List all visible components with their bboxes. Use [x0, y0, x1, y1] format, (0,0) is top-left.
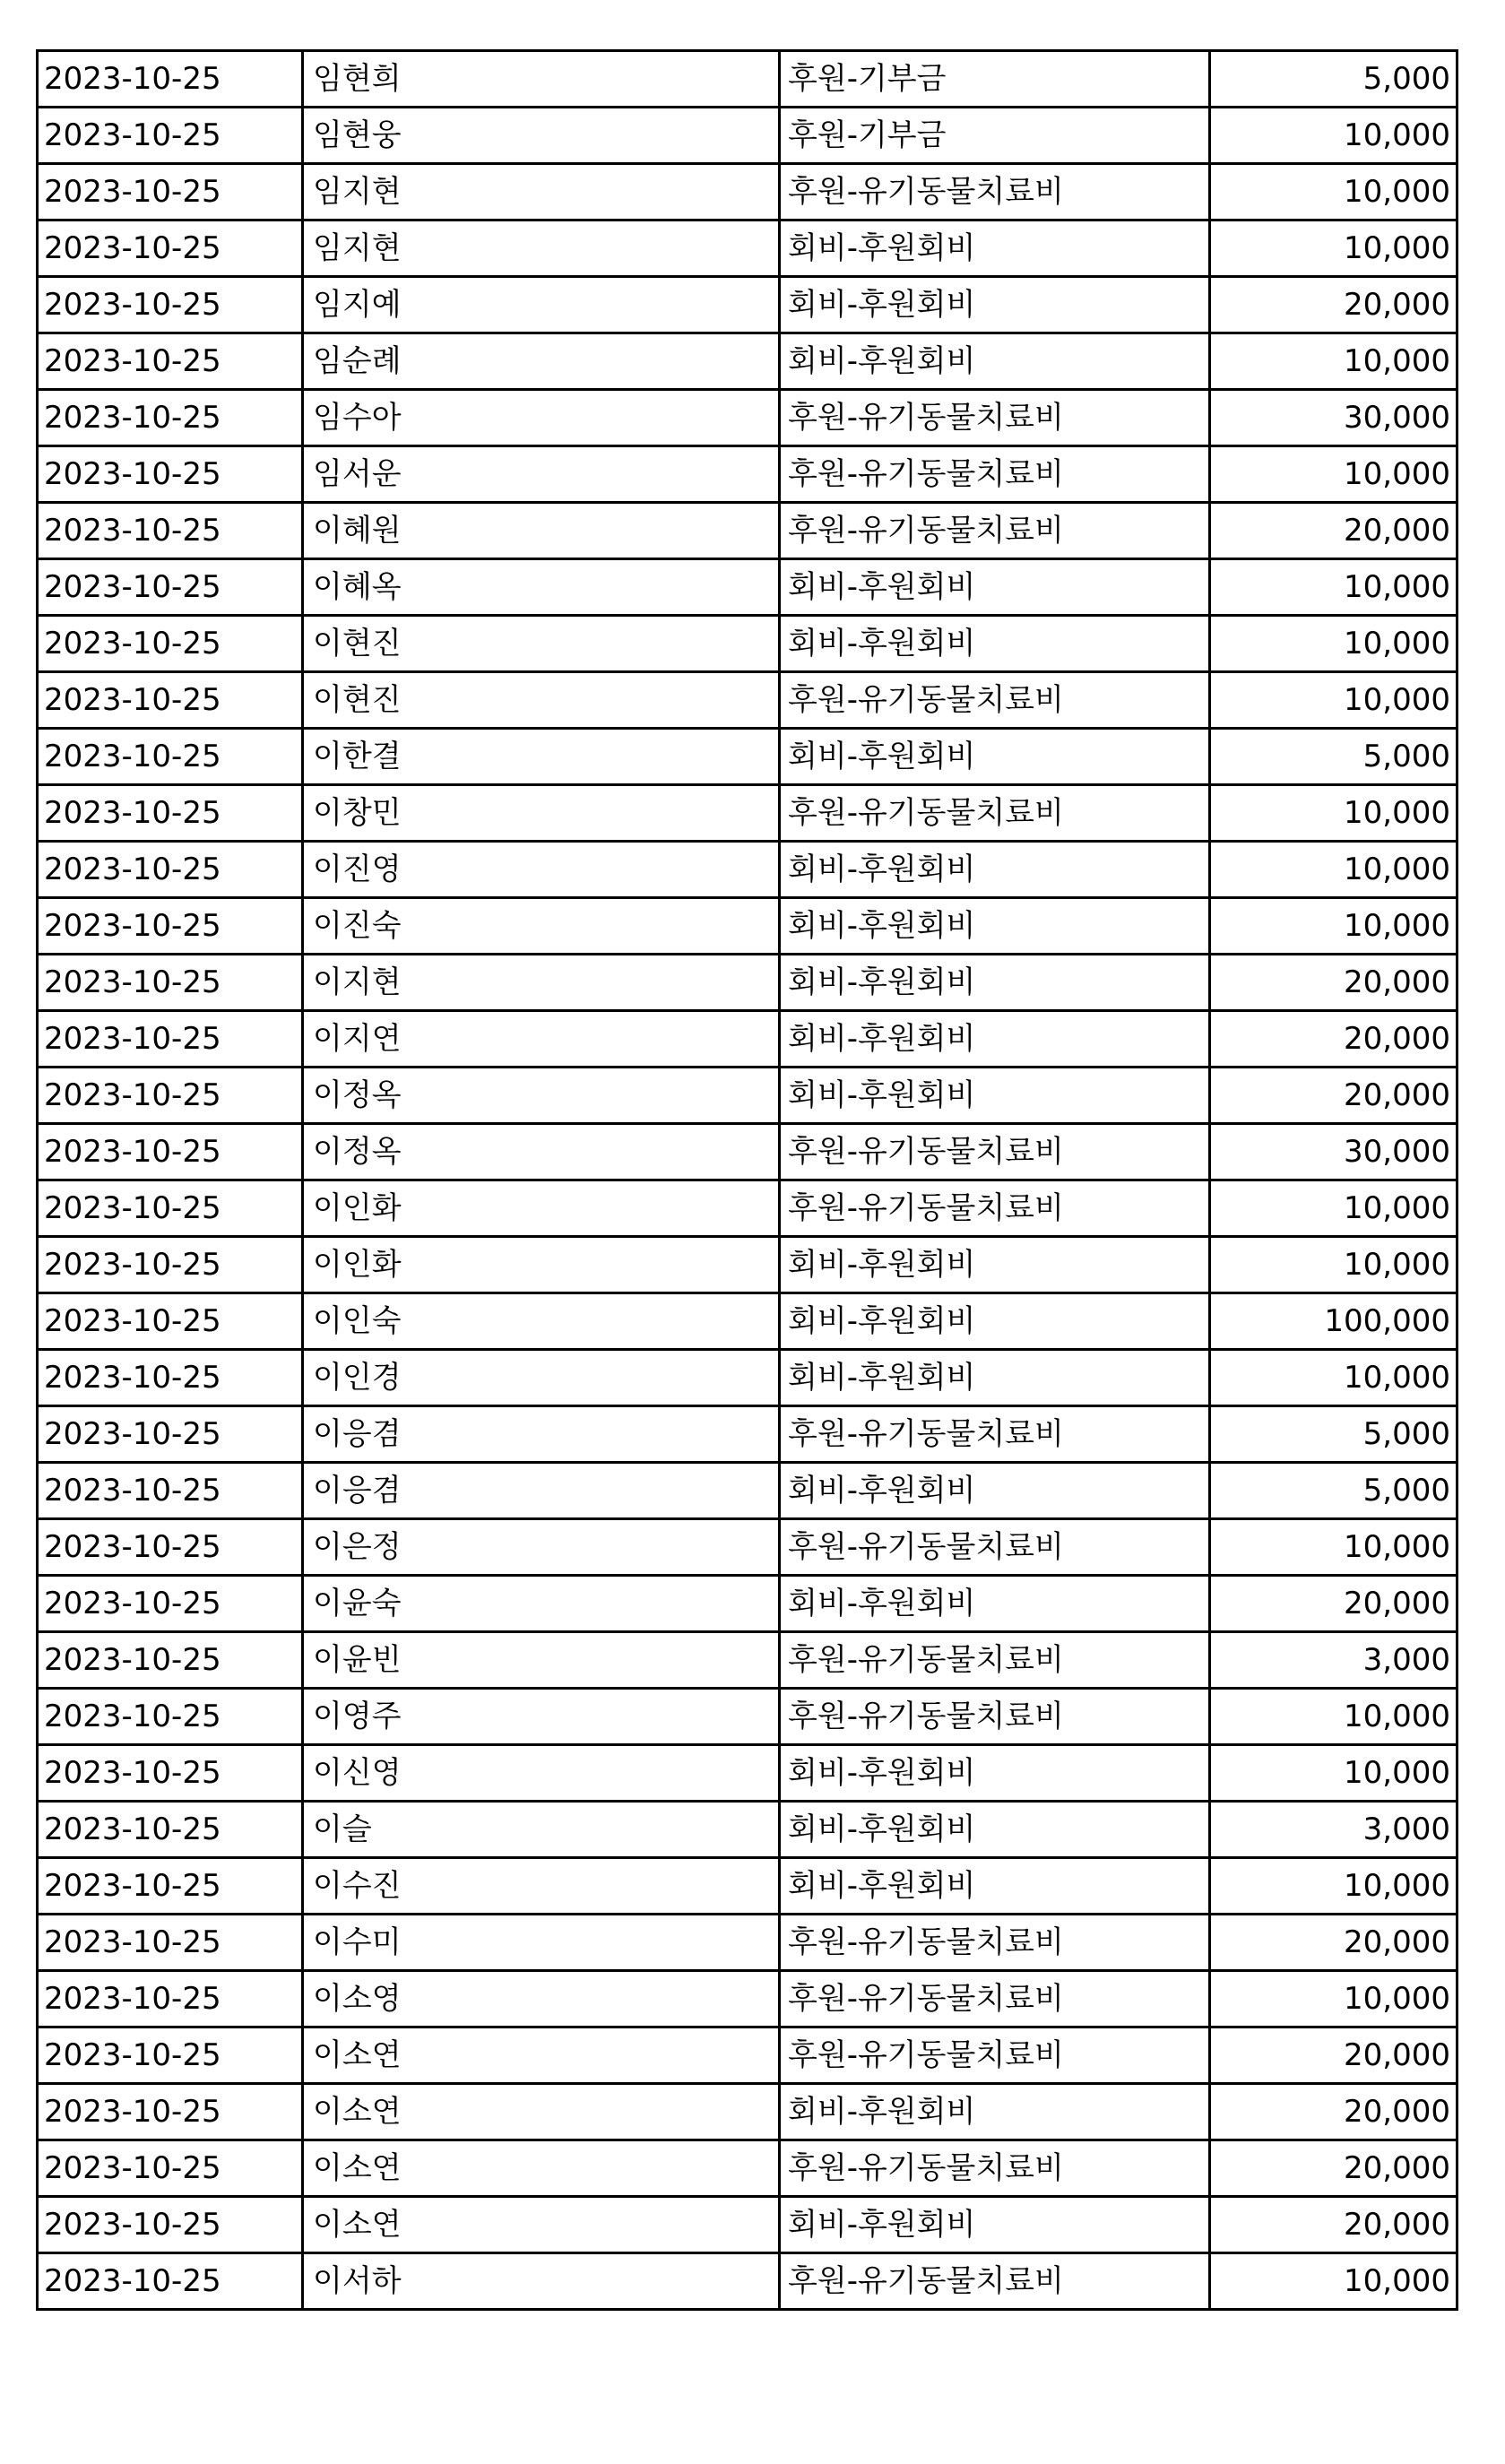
amount-cell: 10,000 — [1210, 785, 1457, 842]
date-cell: 2023-10-25 — [38, 164, 303, 220]
category-cell: 회비-후원회비 — [780, 616, 1210, 672]
date-cell: 2023-10-25 — [38, 616, 303, 672]
name-cell: 이수진 — [303, 1858, 780, 1915]
category-cell: 후원-유기동물치료비 — [780, 1124, 1210, 1180]
category-cell: 후원-기부금 — [780, 51, 1210, 108]
table-row — [38, 2253, 1457, 2310]
date-cell: 2023-10-25 — [38, 220, 303, 277]
amount-cell: 3,000 — [1210, 1632, 1457, 1689]
name-cell: 이신영 — [303, 1745, 780, 1802]
amount-cell: 10,000 — [1210, 164, 1457, 220]
date-cell: 2023-10-25 — [38, 1350, 303, 1406]
date-cell: 2023-10-25 — [38, 2027, 303, 2084]
date-cell: 2023-10-25 — [38, 1068, 303, 1124]
table-row — [38, 333, 1457, 390]
date-cell: 2023-10-25 — [38, 2140, 303, 2197]
amount-cell: 20,000 — [1210, 1576, 1457, 1632]
date-cell: 2023-10-25 — [38, 559, 303, 616]
category-cell: 회비-후원회비 — [780, 955, 1210, 1011]
table-row — [38, 1068, 1457, 1124]
name-cell: 이현진 — [303, 616, 780, 672]
table-row — [38, 1293, 1457, 1350]
category-cell: 후원-유기동물치료비 — [780, 1180, 1210, 1237]
date-cell: 2023-10-25 — [38, 390, 303, 446]
amount-cell: 20,000 — [1210, 2027, 1457, 2084]
name-cell: 이현진 — [303, 672, 780, 729]
amount-cell: 100,000 — [1210, 1293, 1457, 1350]
amount-cell: 10,000 — [1210, 672, 1457, 729]
amount-cell: 10,000 — [1210, 220, 1457, 277]
name-cell: 이한결 — [303, 729, 780, 785]
date-cell: 2023-10-25 — [38, 277, 303, 333]
name-cell: 이슬 — [303, 1802, 780, 1858]
category-cell: 후원-유기동물치료비 — [780, 1915, 1210, 1971]
amount-cell: 20,000 — [1210, 277, 1457, 333]
amount-cell: 20,000 — [1210, 1915, 1457, 1971]
table-row — [38, 503, 1457, 559]
category-cell: 회비-후원회비 — [780, 1745, 1210, 1802]
amount-cell: 10,000 — [1210, 1350, 1457, 1406]
table-row — [38, 1237, 1457, 1293]
name-cell: 이영주 — [303, 1689, 780, 1745]
amount-cell: 10,000 — [1210, 559, 1457, 616]
category-cell: 후원-유기동물치료비 — [780, 2253, 1210, 2310]
date-cell: 2023-10-25 — [38, 1180, 303, 1237]
name-cell: 임현희 — [303, 51, 780, 108]
amount-cell: 5,000 — [1210, 1463, 1457, 1519]
amount-cell: 20,000 — [1210, 503, 1457, 559]
table-row — [38, 1124, 1457, 1180]
table-row — [38, 2084, 1457, 2140]
name-cell: 이소연 — [303, 2140, 780, 2197]
date-cell: 2023-10-25 — [38, 1406, 303, 1463]
name-cell: 이인화 — [303, 1237, 780, 1293]
table-row — [38, 1576, 1457, 1632]
date-cell: 2023-10-25 — [38, 2084, 303, 2140]
name-cell: 이수미 — [303, 1915, 780, 1971]
date-cell: 2023-10-25 — [38, 842, 303, 898]
name-cell: 이창민 — [303, 785, 780, 842]
date-cell: 2023-10-25 — [38, 333, 303, 390]
name-cell: 이정옥 — [303, 1124, 780, 1180]
name-cell: 이소연 — [303, 2197, 780, 2253]
table-row — [38, 277, 1457, 333]
category-cell: 후원-유기동물치료비 — [780, 390, 1210, 446]
category-cell: 회비-후원회비 — [780, 1350, 1210, 1406]
date-cell: 2023-10-25 — [38, 1124, 303, 1180]
category-cell: 회비-후원회비 — [780, 559, 1210, 616]
amount-cell: 10,000 — [1210, 1971, 1457, 2027]
table-row — [38, 1915, 1457, 1971]
date-cell: 2023-10-25 — [38, 1745, 303, 1802]
table-row — [38, 2140, 1457, 2197]
amount-cell: 10,000 — [1210, 1237, 1457, 1293]
amount-cell: 3,000 — [1210, 1802, 1457, 1858]
name-cell: 임수아 — [303, 390, 780, 446]
date-cell: 2023-10-25 — [38, 2253, 303, 2310]
date-cell: 2023-10-25 — [38, 51, 303, 108]
date-cell: 2023-10-25 — [38, 898, 303, 955]
category-cell: 후원-유기동물치료비 — [780, 785, 1210, 842]
amount-cell: 10,000 — [1210, 1858, 1457, 1915]
category-cell: 회비-후원회비 — [780, 2197, 1210, 2253]
table-row — [38, 842, 1457, 898]
amount-cell: 20,000 — [1210, 1068, 1457, 1124]
name-cell: 임지현 — [303, 220, 780, 277]
name-cell: 이서하 — [303, 2253, 780, 2310]
date-cell: 2023-10-25 — [38, 729, 303, 785]
donation-ledger-table — [36, 49, 1458, 2311]
category-cell: 후원-유기동물치료비 — [780, 1519, 1210, 1576]
amount-cell: 10,000 — [1210, 898, 1457, 955]
name-cell: 이응겸 — [303, 1406, 780, 1463]
name-cell: 이혜원 — [303, 503, 780, 559]
category-cell: 회비-후원회비 — [780, 2084, 1210, 2140]
amount-cell: 10,000 — [1210, 1180, 1457, 1237]
table-row — [38, 1971, 1457, 2027]
table-row — [38, 559, 1457, 616]
table-row — [38, 108, 1457, 164]
date-cell: 2023-10-25 — [38, 1915, 303, 1971]
date-cell: 2023-10-25 — [38, 1519, 303, 1576]
name-cell: 임순례 — [303, 333, 780, 390]
name-cell: 이소연 — [303, 2084, 780, 2140]
table-row — [38, 220, 1457, 277]
amount-cell: 30,000 — [1210, 1124, 1457, 1180]
date-cell: 2023-10-25 — [38, 503, 303, 559]
amount-cell: 30,000 — [1210, 390, 1457, 446]
table-row — [38, 672, 1457, 729]
category-cell: 회비-후원회비 — [780, 1293, 1210, 1350]
name-cell: 이윤숙 — [303, 1576, 780, 1632]
date-cell: 2023-10-25 — [38, 1689, 303, 1745]
table-row — [38, 1011, 1457, 1068]
category-cell: 후원-기부금 — [780, 108, 1210, 164]
table-row — [38, 616, 1457, 672]
table-row — [38, 164, 1457, 220]
category-cell: 후원-유기동물치료비 — [780, 2027, 1210, 2084]
date-cell: 2023-10-25 — [38, 1971, 303, 2027]
amount-cell: 20,000 — [1210, 2140, 1457, 2197]
table-row — [38, 1745, 1457, 1802]
category-cell: 회비-후원회비 — [780, 220, 1210, 277]
amount-cell: 10,000 — [1210, 1519, 1457, 1576]
date-cell: 2023-10-25 — [38, 785, 303, 842]
date-cell: 2023-10-25 — [38, 446, 303, 503]
category-cell: 후원-유기동물치료비 — [780, 164, 1210, 220]
category-cell: 회비-후원회비 — [780, 842, 1210, 898]
category-cell: 회비-후원회비 — [780, 1858, 1210, 1915]
name-cell: 이지현 — [303, 955, 780, 1011]
date-cell: 2023-10-25 — [38, 1576, 303, 1632]
amount-cell: 20,000 — [1210, 1011, 1457, 1068]
table-row — [38, 1689, 1457, 1745]
name-cell: 임서운 — [303, 446, 780, 503]
name-cell: 이혜옥 — [303, 559, 780, 616]
date-cell: 2023-10-25 — [38, 1632, 303, 1689]
table-row — [38, 2197, 1457, 2253]
table-row — [38, 785, 1457, 842]
amount-cell: 10,000 — [1210, 333, 1457, 390]
category-cell: 후원-유기동물치료비 — [780, 446, 1210, 503]
category-cell: 회비-후원회비 — [780, 277, 1210, 333]
table-row — [38, 729, 1457, 785]
table-row — [38, 51, 1457, 108]
category-cell: 회비-후원회비 — [780, 1011, 1210, 1068]
date-cell: 2023-10-25 — [38, 1858, 303, 1915]
table-row — [38, 1350, 1457, 1406]
table-row — [38, 446, 1457, 503]
amount-cell: 5,000 — [1210, 729, 1457, 785]
category-cell: 회비-후원회비 — [780, 1463, 1210, 1519]
date-cell: 2023-10-25 — [38, 955, 303, 1011]
table-row — [38, 1632, 1457, 1689]
date-cell: 2023-10-25 — [38, 1802, 303, 1858]
category-cell: 회비-후원회비 — [780, 1802, 1210, 1858]
name-cell: 이응겸 — [303, 1463, 780, 1519]
amount-cell: 20,000 — [1210, 955, 1457, 1011]
name-cell: 이인숙 — [303, 1293, 780, 1350]
name-cell: 이인화 — [303, 1180, 780, 1237]
amount-cell: 10,000 — [1210, 108, 1457, 164]
name-cell: 이은정 — [303, 1519, 780, 1576]
category-cell: 회비-후원회비 — [780, 898, 1210, 955]
table-row — [38, 1406, 1457, 1463]
category-cell: 후원-유기동물치료비 — [780, 672, 1210, 729]
category-cell: 회비-후원회비 — [780, 1237, 1210, 1293]
name-cell: 임현웅 — [303, 108, 780, 164]
date-cell: 2023-10-25 — [38, 108, 303, 164]
category-cell: 후원-유기동물치료비 — [780, 1406, 1210, 1463]
amount-cell: 5,000 — [1210, 51, 1457, 108]
table-row — [38, 1802, 1457, 1858]
name-cell: 이윤빈 — [303, 1632, 780, 1689]
name-cell: 이인경 — [303, 1350, 780, 1406]
table-row — [38, 898, 1457, 955]
amount-cell: 10,000 — [1210, 616, 1457, 672]
table-row — [38, 955, 1457, 1011]
table-row — [38, 390, 1457, 446]
name-cell: 이정옥 — [303, 1068, 780, 1124]
date-cell: 2023-10-25 — [38, 2197, 303, 2253]
name-cell: 이소영 — [303, 1971, 780, 2027]
date-cell: 2023-10-25 — [38, 1011, 303, 1068]
amount-cell: 10,000 — [1210, 842, 1457, 898]
table-row — [38, 1180, 1457, 1237]
date-cell: 2023-10-25 — [38, 672, 303, 729]
amount-cell: 10,000 — [1210, 1689, 1457, 1745]
name-cell: 임지예 — [303, 277, 780, 333]
table-row — [38, 2027, 1457, 2084]
name-cell: 이지연 — [303, 1011, 780, 1068]
name-cell: 이소연 — [303, 2027, 780, 2084]
category-cell: 회비-후원회비 — [780, 1576, 1210, 1632]
category-cell: 회비-후원회비 — [780, 729, 1210, 785]
amount-cell: 5,000 — [1210, 1406, 1457, 1463]
date-cell: 2023-10-25 — [38, 1237, 303, 1293]
amount-cell: 10,000 — [1210, 446, 1457, 503]
name-cell: 이진영 — [303, 842, 780, 898]
category-cell: 회비-후원회비 — [780, 1068, 1210, 1124]
category-cell: 회비-후원회비 — [780, 333, 1210, 390]
amount-cell: 10,000 — [1210, 2253, 1457, 2310]
category-cell: 후원-유기동물치료비 — [780, 503, 1210, 559]
category-cell: 후원-유기동물치료비 — [780, 1689, 1210, 1745]
date-cell: 2023-10-25 — [38, 1293, 303, 1350]
table-row — [38, 1858, 1457, 1915]
table-row — [38, 1519, 1457, 1576]
amount-cell: 20,000 — [1210, 2084, 1457, 2140]
name-cell: 이진숙 — [303, 898, 780, 955]
category-cell: 후원-유기동물치료비 — [780, 1971, 1210, 2027]
amount-cell: 20,000 — [1210, 2197, 1457, 2253]
name-cell: 임지현 — [303, 164, 780, 220]
date-cell: 2023-10-25 — [38, 1463, 303, 1519]
ledger-body — [38, 51, 1457, 2310]
amount-cell: 10,000 — [1210, 1745, 1457, 1802]
table-row — [38, 1463, 1457, 1519]
category-cell: 후원-유기동물치료비 — [780, 1632, 1210, 1689]
category-cell: 후원-유기동물치료비 — [780, 2140, 1210, 2197]
